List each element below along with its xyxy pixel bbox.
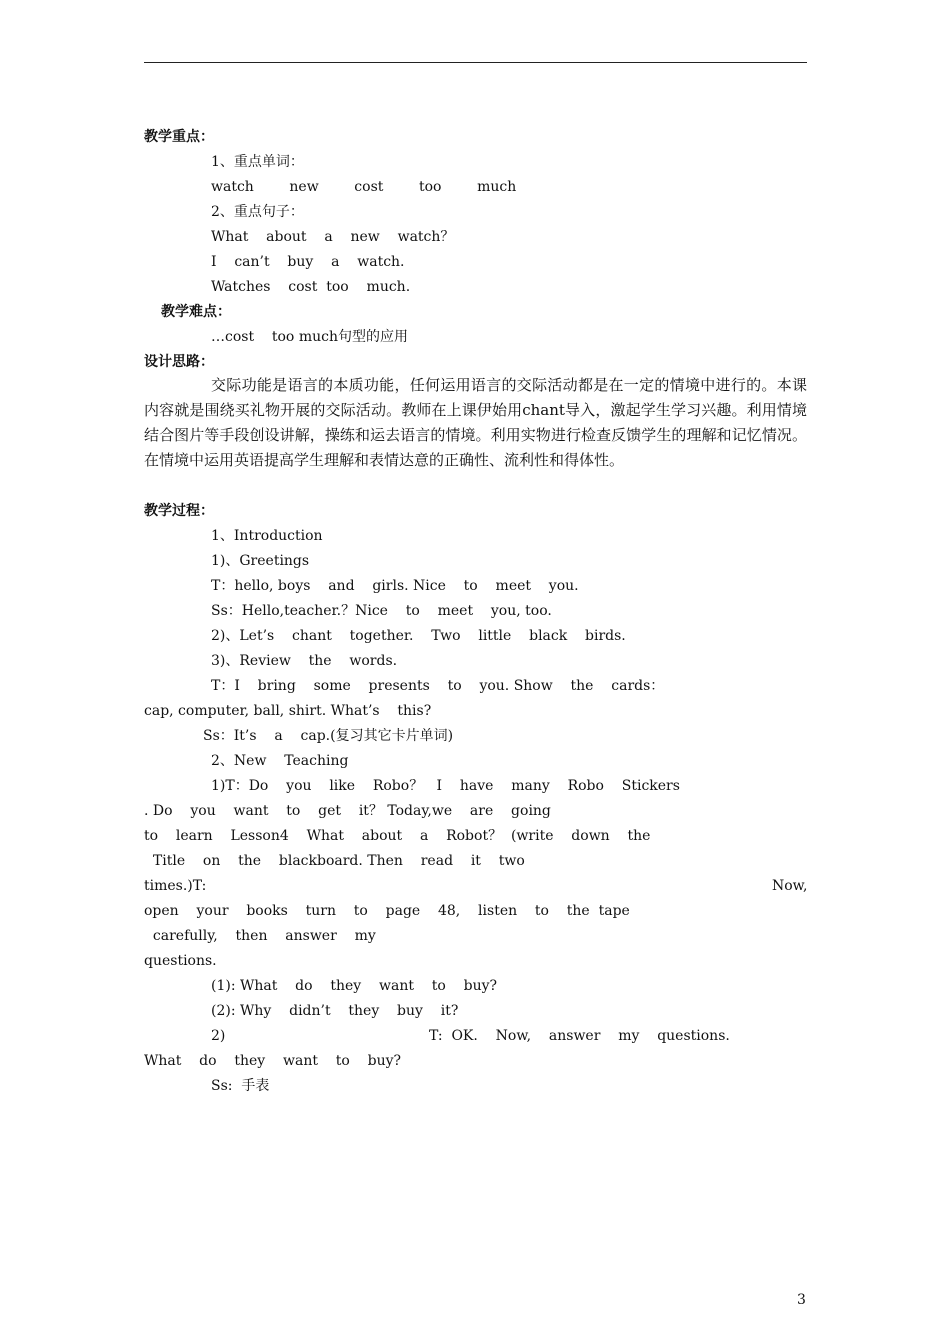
focus-sentences-title: 2、重点句子： (211, 204, 304, 220)
design-paragraph: 交际功能是语言的本质功能，任何运用语言的交际活动都是在一定的情境中进行的。本课内容就是围绕买礼物开展的交际活动。教师在上课伊始用chant导入，激起学生学习兴趣。利用情境结合图片等手段创设讲解，操练和运去语言的情境。利用实物进行检查反馈学生的理解和记忆情况。在情境中运用英语提高学生理解和表情达意的正确性、流利性和得体性。 (144, 376, 807, 469)
process-presents-line1: T：I bring some presents to you. Show the cards： (211, 678, 665, 694)
focus-words-title: 1、重点单词： (211, 154, 304, 170)
process-students-answer: Ss：It’s a cap.(复习其它卡片单词) (203, 728, 454, 744)
heading-design-idea: 设计思路： (144, 354, 214, 370)
process-presents-line2: cap, computer, ball, shirt. What’s this? (144, 703, 432, 719)
process-teacher-greeting: T：hello, boys and girls. Nice to meet you. (211, 578, 579, 594)
sentence-2: I can’t buy a watch. (211, 254, 405, 270)
process-robo-line8: questions. (144, 953, 217, 969)
difficulty-text: …cost too much句型的应用 (211, 329, 408, 345)
process-review: 3)、Review the words. (211, 653, 398, 669)
process-introduction: 1、Introduction (211, 528, 323, 544)
focus-words: watch new cost too much (211, 179, 517, 195)
page-number: 3 (797, 1292, 806, 1308)
sentence-1: What about a new watch？ (211, 229, 455, 245)
process-robo-line5-left: times.)T: (144, 878, 207, 894)
process-answer-question: What do they want to buy? (144, 1053, 402, 1069)
heading-teaching-process: 教学过程： (144, 503, 214, 519)
process-greetings: 1)、Greetings (211, 553, 310, 569)
process-robo-line1: 1)T：Do you like Robo？ I have many Robo Stickers (211, 778, 680, 794)
heading-teaching-focus: 教学重点： (144, 129, 214, 145)
process-new-teaching: 2、New Teaching (211, 753, 349, 769)
heading-teaching-difficulty: 教学难点： (161, 304, 231, 320)
process-robo-line5-right: Now, (772, 878, 808, 894)
process-robo-line7: carefully, then answer my (144, 928, 376, 944)
question-2: (2): Why didn’t they buy it? (211, 1003, 459, 1019)
header-rule (144, 62, 807, 63)
process-answer-label: 2) (211, 1028, 226, 1044)
process-students-greeting: Ss：Hello,teacher.？Nice to meet you, too. (211, 603, 552, 619)
process-robo-line4: Title on the blackboard. Then read it two (144, 853, 525, 869)
process-students-watch: Ss: 手表 (211, 1078, 270, 1094)
sentence-3: Watches cost too much. (211, 279, 411, 295)
process-answer-teacher: T: OK. Now, answer my questions. (429, 1028, 730, 1044)
process-robo-line6: open your books turn to page 48, listen to the tape (144, 903, 630, 919)
process-chant: 2)、Let’s chant together. Two little black birds. (211, 628, 626, 644)
process-robo-line2: . Do you want to get it？ Today,we are going (144, 803, 551, 819)
process-robo-line3: to learn Lesson4 What about a Robot？ (write down the (144, 828, 651, 844)
question-1: (1): What do they want to buy? (211, 978, 498, 994)
